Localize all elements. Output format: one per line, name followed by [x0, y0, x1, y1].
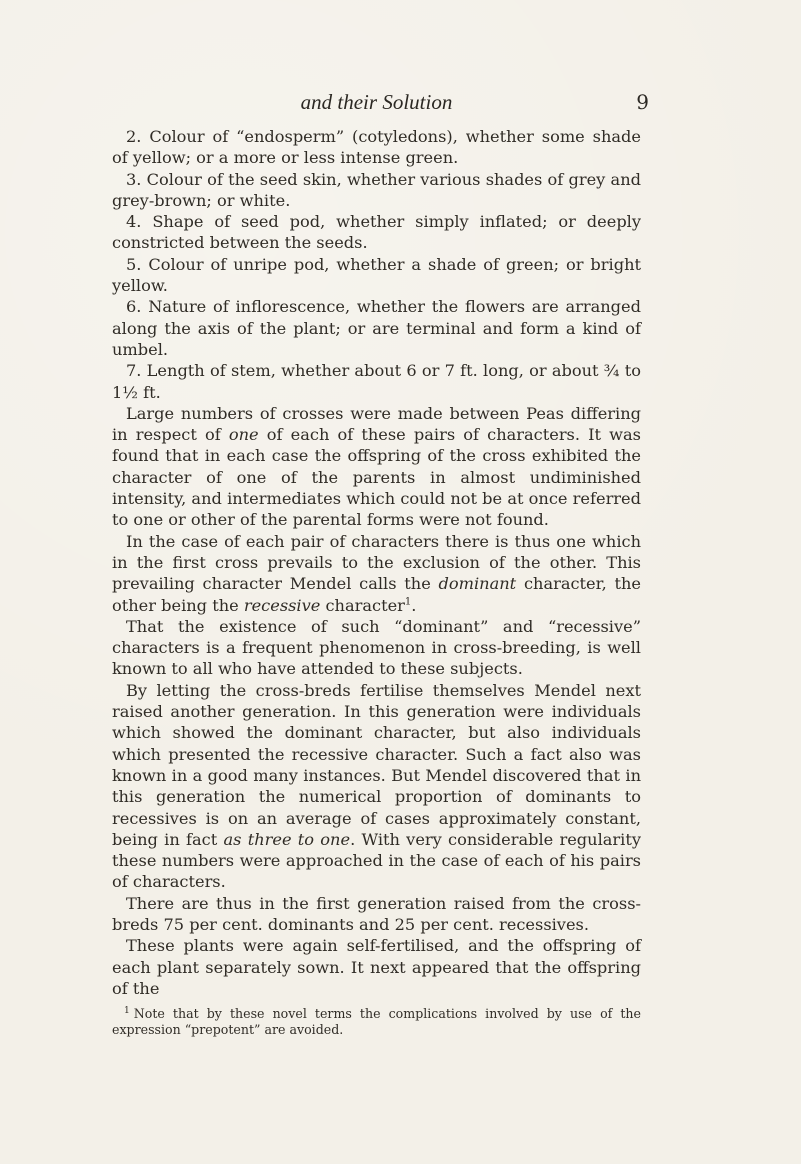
- paragraph-large-numbers: [112, 403, 641, 531]
- list-item: 6. Nature of inflorescence, whether the flowers are arranged along the axis of the plant; or are terminal and form a kind of umbel.: [112, 297, 641, 359]
- paragraph-text: In the case of each pair of characters there is thus one which in the first cross prevails to the exclusion of the other. This prevailing character Mendel calls the: [112, 531, 641, 594]
- paragraph-these: These plants were again self-fertilised, and the offspring of each plant separately sown. It next appeared that the offspring of the: [112, 936, 641, 998]
- list-item: 4. Shape of seed pod, whether simply inflated; or deeply constricted between the seeds.: [112, 212, 641, 253]
- paragraph-text: By letting the cross-breds fertilise themselves Mendel next raised another generation. In this generation were individuals which showed the dominant character, but also individuals which presented the recessive character. Such a fact also was known in a good many instances. But Mendel discovered that in this generation the numerical proportion of dominants to recessives is on an average of cases approximately constant, being in fact: [112, 680, 641, 849]
- paragraph-text: . With very considerable regularity these numbers were approached in the case of each of his pairs of characters.: [112, 829, 641, 892]
- paragraph-there: There are thus in the first generation raised from the cross-breds 75 per cent. dominants and 25 per cent. recessives.: [112, 893, 641, 934]
- term-recessive: recessive: [243, 595, 321, 615]
- list-item: 7. Length of stem, whether about 6 or 7 ft. long, or about ¾ to 1½ ft.: [112, 361, 641, 402]
- term-dominant: dominant: [438, 574, 517, 594]
- emphasis-three-to-one: as three to one: [223, 829, 351, 849]
- footnote-text: Note that by these novel terms the complications involved by use of the expression “prepotent” are avoided.: [112, 1006, 641, 1038]
- paragraph-existence: That the existence of such “dominant” and “recessive” characters is a frequent phenomenon in cross-breeding, is well known to all who have attended to these subjects.: [112, 616, 641, 679]
- paragraph-text: Large numbers of crosses were made between Peas differing in respect of: [112, 403, 641, 445]
- main-text: [112, 126, 641, 1038]
- page-number: 9: [636, 90, 649, 114]
- footnote-marker: 1: [404, 596, 412, 608]
- paragraph-text: character: [320, 595, 405, 615]
- page-header: [112, 86, 649, 120]
- paragraph-text: character, the other being the: [112, 574, 641, 615]
- paragraph-text: .: [411, 595, 417, 615]
- list-item: 5. Colour of unripe pod, whether a shade of green; or bright yellow.: [112, 254, 641, 296]
- list-item: 2. Colour of “endosperm” (cotyledons), whether some shade of yellow; or a more or less intense green.: [112, 127, 641, 168]
- running-title: and their Solution: [300, 90, 453, 114]
- paragraph-letting: [112, 680, 641, 893]
- footnote: [112, 1006, 641, 1038]
- footnote-mark: 1: [124, 1005, 130, 1016]
- paragraph-text: of each of these pairs of characters. It was found that in each case the offspring of the cross exhibited the character of one of the parents in almost undiminished intensity, and intermediates which could not be at once referred to one or other of the parental forms were not found.: [112, 425, 641, 530]
- list-item: 3. Colour of the seed skin, whether various shades of grey and grey-brown; or white.: [112, 169, 641, 210]
- emphasis-one: one: [228, 425, 259, 445]
- paragraph-dominant-recessive: [112, 531, 641, 616]
